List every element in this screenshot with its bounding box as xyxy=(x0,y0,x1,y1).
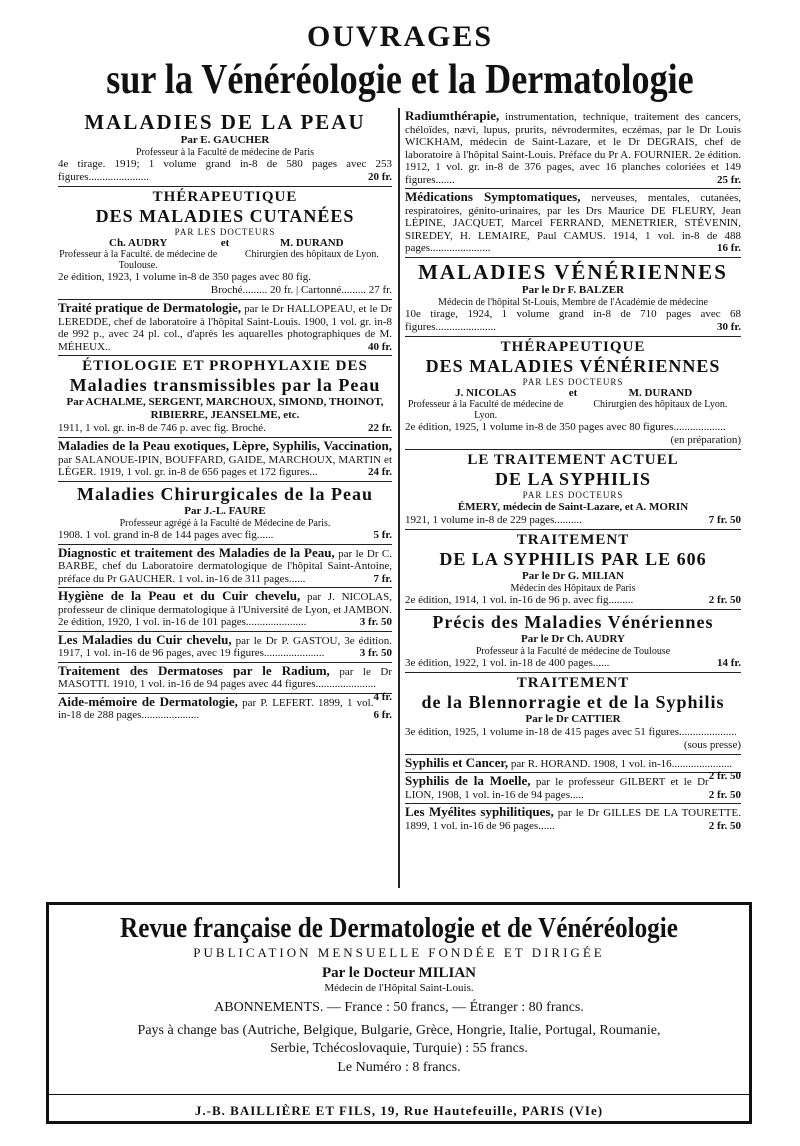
right-entry xyxy=(405,804,741,834)
entry-publication-2: Broché......... 20 fr. | Cartonné......... 27 fr. xyxy=(210,284,392,296)
left-entry xyxy=(58,187,392,300)
entry-affiliation: Professeur à la Faculté de médecine de Toulouse xyxy=(475,645,671,657)
publisher-footer: J.-B. BAILLIÈRE ET FILS, 19, Rue Hautefeuille, PARIS (VIe) xyxy=(194,1103,604,1118)
right-entry xyxy=(405,450,741,530)
entry-pub-text: 1911, 1 vol. gr. in-8 de 746 p. avec fig. Broché. xyxy=(58,422,266,434)
author-1-name: J. NICOLAS xyxy=(455,386,517,399)
entry-description: nerveuses, mentales, cutanées, respiratoires, génito-urinaires, par les Drs Maurice DE FLEURY, Jean LÉPINE, JACQUET, Marcel FERRAND, MENETRIER, STÉVENIN, SIREDEY, H. LEMAIRE, Paul CAMUS. 1914, 1 vol. in-8 de 488 pages...................... xyxy=(405,192,741,254)
entry-par: PAR LES DOCTEURS xyxy=(522,376,624,387)
entry-price: 40 fr. xyxy=(367,340,392,353)
and-word: et xyxy=(568,386,578,399)
left-entry xyxy=(58,356,392,438)
entry-title: Maladies de la Peau exotiques, Lèpre, Syphilis, Vaccination, xyxy=(58,438,392,453)
entry-title: MALADIES VÉNÉRIENNES xyxy=(418,259,728,284)
entry-title: Hygiène de la Peau et du Cuir chevelu, xyxy=(58,588,301,603)
entry-title-2: DE LA SYPHILIS PAR LE 606 xyxy=(439,548,707,569)
header-title: sur la Vénéréologie et la Dermatologie xyxy=(106,57,694,103)
entry-description: par SALANOUE-IPIN, BOUFFARD, GAIDE, MARCHOUX, MARTIN et LÉGER. 1919, 1 vol. gr. in-8 de 656 pages et 172 figures... xyxy=(58,453,392,478)
entry-description: par le Dr MASOTTI. 1910, 1 vol. in-16 de 94 pages avec 44 figures...................... xyxy=(58,665,392,690)
entry-text xyxy=(405,110,741,186)
entry-authors xyxy=(405,388,741,421)
entry-price: 2 fr. 50 xyxy=(708,788,741,801)
entry-affiliation: Professeur à la Faculté de médecine de Paris xyxy=(136,147,314,158)
author-2-aff: Chirurgien des hôpitaux de Lyon. xyxy=(593,398,728,410)
entry-title-1: THÉRAPEUTIQUE xyxy=(152,189,298,205)
left-entry xyxy=(58,632,392,663)
entry-title: Maladies Chirurgicales de la Peau xyxy=(77,483,373,504)
entry-price: 6 fr. xyxy=(373,709,392,721)
and xyxy=(218,238,231,271)
author-2 xyxy=(580,388,741,421)
entry-par: PAR LES DOCTEURS xyxy=(522,489,624,500)
column-divider xyxy=(398,108,400,888)
entry-author: Par le Dr Ch. AUDRY xyxy=(520,632,625,645)
entry-text xyxy=(58,590,392,629)
entry-title: Les Myélites syphilitiques, xyxy=(405,804,554,819)
entry-pub-text: 1921, 1 volume in-8 de 229 pages.......... xyxy=(405,513,582,526)
entry-price: 2 fr. 50 xyxy=(708,819,741,832)
entry-price: 3 fr. 50 xyxy=(359,647,392,659)
entry-author: Par le Dr CATTIER xyxy=(525,712,621,725)
entry-author: Par J.-L. FAURE xyxy=(184,504,266,517)
entry-author: Par le Dr F. BALZER xyxy=(521,283,625,296)
entry-description: par le Dr GILLES DE LA TOURETTE. 1899, 1 vol. in-16 de 96 pages...... xyxy=(405,807,741,832)
right-entry xyxy=(405,189,741,258)
entry-pub-text: 4e tirage. 1919; 1 volume grand in-8 de 580 pages avec 253 figures...................... xyxy=(58,158,392,183)
author-2 xyxy=(232,238,392,271)
author-2-name: M. DURAND xyxy=(628,386,693,399)
entry-publication xyxy=(405,594,741,607)
left-column xyxy=(58,108,392,724)
right-entry xyxy=(405,108,741,189)
entry-price: 16 fr. xyxy=(716,242,741,254)
entry-title: Traitement des Dermatoses par le Radium, xyxy=(58,662,330,678)
entry-publication xyxy=(405,514,741,527)
entry-text xyxy=(58,440,392,479)
entry-authors: Par ACHALME, SERGENT, MARCHOUX, SIMOND, THOINOT, RIBIERRE, JEANSELME, etc. xyxy=(66,396,384,421)
revue-title: Revue française de Dermatologie et de Vénéréologie xyxy=(120,913,678,944)
entry-price: 4 fr. xyxy=(373,690,392,703)
right-entry xyxy=(405,610,741,673)
entry-publication: 2e édition, 1925, 1 volume in-8 de 350 pages avec 80 figures................... xyxy=(405,420,726,433)
revue-issue-price: Le Numéro : 8 francs. xyxy=(337,1060,461,1075)
entry-title-1: TRAITEMENT xyxy=(516,531,630,548)
entry-authors: ÉMERY, médecin de Saint-Lazare, et A. MORIN xyxy=(457,500,689,513)
author-1 xyxy=(405,388,566,421)
entry-pub-text: 2e édition, 1914, 1 vol. in-16 de 96 p. avec fig......... xyxy=(405,593,634,606)
entry-text xyxy=(405,775,741,801)
author-1-aff: Professeur à la Faculté de médecine de Lyon. xyxy=(407,398,564,421)
entry-title-2: DE LA SYPHILIS xyxy=(494,468,652,489)
entry-publication: 3e édition, 1925, 1 volume in-18 de 415 pages avec 51 figures..................... xyxy=(405,725,737,738)
revue-box xyxy=(46,902,752,1124)
left-entry xyxy=(58,588,392,632)
revue-director: Par le Docteur MILIAN xyxy=(322,965,476,981)
entry-description: instrumentation, technique, traitement des cancers, chéloïdes, nævi, lupus, prurits, névrodermites, eczémas, par le Dr Louis WICKHAM, médecin de Saint-Lazare, et le Dr DEGRAIS, chef de laboratoire à l'hôpital Saint-Louis. Préface du Pr A. FOURNIER. 2e édition. 1912, 1 vol. gr. in-8 de 376 pages, avec 16 planches coloriées et 149 figures....... xyxy=(405,111,741,186)
entry-publication-2: (en préparation) xyxy=(670,433,741,446)
entry-author: Par le Dr G. MILIAN xyxy=(522,569,624,582)
entry-title-2: de la Blennorragie et de la Syphilis xyxy=(421,691,725,712)
author-1-name: Ch. AUDRY xyxy=(109,237,168,249)
left-entry xyxy=(58,300,392,356)
revue-director-affiliation: Médecin de l'Hôpital Saint-Louis. xyxy=(324,982,474,994)
entry-pub-text: 1908. 1 vol. grand in-8 de 144 pages avec fig...... xyxy=(58,528,274,541)
left-entry xyxy=(58,545,392,589)
entry-publication xyxy=(405,308,741,334)
entry-publication xyxy=(58,422,392,435)
entry-price: 5 fr. xyxy=(373,528,392,541)
entry-authors xyxy=(58,238,392,271)
right-entry xyxy=(405,337,741,450)
entry-price: 20 fr. xyxy=(367,171,392,183)
entry-title-1: LE TRAITEMENT ACTUEL xyxy=(467,451,679,468)
author-2-aff: Chirurgien des hôpitaux de Lyon. xyxy=(244,249,379,260)
entry-author: Par E. GAUCHER xyxy=(180,134,270,146)
entry-publication xyxy=(405,657,741,670)
right-column xyxy=(405,108,741,834)
entry-publication xyxy=(58,158,392,184)
and-word: et xyxy=(220,237,230,249)
entry-title: Aide-mémoire de Dermatologie, xyxy=(58,693,238,709)
entry-description: par P. LEFERT. 1899, 1 vol. in-18 de 288 pages..................... xyxy=(58,696,374,721)
left-entry xyxy=(58,482,392,545)
entry-title: Traité pratique de Dermatologie, xyxy=(58,300,242,315)
entry-affiliation: Médecin de l'hôpital St-Louis, Membre de l'Académie de médecine xyxy=(438,296,708,308)
author-1 xyxy=(58,238,218,271)
right-entry xyxy=(405,530,741,610)
entry-price: 7 fr. 50 xyxy=(708,513,741,526)
left-entry xyxy=(58,438,392,482)
entry-text xyxy=(405,191,741,255)
entry-text xyxy=(58,693,392,722)
left-entry xyxy=(58,694,392,724)
entry-title: Diagnostic et traitement des Maladies de la Peau, xyxy=(58,544,335,560)
entry-title-2: DES MALADIES CUTANÉES xyxy=(95,206,355,226)
entry-title: Radiumthérapie, xyxy=(405,108,500,123)
entry-title-2: Maladies transmissibles par la Peau xyxy=(69,375,381,395)
entry-price: 2 fr. 50 xyxy=(708,593,741,606)
right-entry xyxy=(405,773,741,804)
entry-price: 25 fr. xyxy=(716,173,741,186)
author-2-name: M. DURAND xyxy=(280,237,344,249)
entry-title: Précis des Maladies Vénériennes xyxy=(432,611,714,632)
entry-title-2: DES MALADIES VÉNÉRIENNES xyxy=(425,355,721,376)
left-entry xyxy=(58,108,392,187)
header-ouvrages: OUVRAGES xyxy=(306,20,494,53)
revue-countries-1: Pays à change bas (Autriche, Belgique, Bulgarie, Grèce, Hongrie, Italie, Portugal, Roumanie, xyxy=(137,1023,661,1038)
entry-pub-text: 3e édition, 1922, 1 vol. in-18 de 400 pages...... xyxy=(405,656,610,669)
revue-countries-2: Serbie, Tchécoslovaquie, Turquie) : 55 francs. xyxy=(270,1041,528,1056)
entry-affiliation: Médecin des Hôpitaux de Paris xyxy=(510,582,636,594)
right-entry xyxy=(405,258,741,337)
right-entry xyxy=(405,673,741,755)
entry-title-1: ÉTIOLOGIE ET PROPHYLAXIE DES xyxy=(82,358,368,374)
entry-description: par J. NICOLAS, professeur de clinique dermatologique à l'Université de Lyon, et JAMBON. 2e édition, 1920, 1 vol. in-16 de 101 pages...................... xyxy=(58,591,392,628)
entry-price: 24 fr. xyxy=(367,466,392,478)
revue-inner xyxy=(49,905,749,1095)
entry-price: 3 fr. 50 xyxy=(359,616,392,628)
entry-title: MALADIES DE LA PEAU xyxy=(84,110,366,134)
entry-publication: 2e édition, 1923, 1 volume in-8 de 350 pages avec 80 fig. xyxy=(58,271,311,283)
entry-title: Syphilis de la Moelle, xyxy=(405,773,531,788)
revue-publication: PUBLICATION MENSUELLE FONDÉE ET DIRIGÉE xyxy=(193,945,605,960)
revue-countries xyxy=(49,1022,749,1058)
entry-title-1: THÉRAPEUTIQUE xyxy=(500,338,646,355)
entry-text xyxy=(58,631,392,660)
entry-title-1: TRAITEMENT xyxy=(516,674,630,691)
entry-affiliation: Professeur agrégé à la Faculté de Médecine de Paris. xyxy=(119,517,331,529)
entry-description: par le Dr HALLOPEAU, et le Dr LEREDDE, chef de laboratoire à l'hôpital Saint-Louis. 1900, 1 vol. gr. in-8 de 992 p., avec 24 pl. col., d'après les aquarelles photographiques de M. MÉHEUX.. xyxy=(58,303,392,353)
entry-text xyxy=(58,302,392,353)
entry-price: 7 fr. xyxy=(373,572,392,585)
author-1-aff: Professeur à la Faculté. de médecine de Toulouse. xyxy=(59,249,218,271)
entry-price: 22 fr. xyxy=(367,422,392,434)
entry-par: PAR LES DOCTEURS xyxy=(174,227,276,237)
entry-text xyxy=(405,806,741,832)
entry-text xyxy=(58,544,393,586)
entry-description: par le Dr P. GASTOU, 3e édition. 1917, 1 vol. in-16 de 96 pages, avec 19 figures...................... xyxy=(58,634,392,659)
entry-publication xyxy=(58,529,392,542)
and xyxy=(566,388,579,421)
entry-description: par le Dr C. BARBE, chef du Laboratoire dermatologique de l'hôpital Saint-Antoine, préface du Pr GAUCHER. 1 vol. in-16 de 311 pages...... xyxy=(58,547,393,585)
entry-publication-2: (sous presse) xyxy=(683,738,741,751)
entry-description: par R. HORAND. 1908, 1 vol. in-16...................... xyxy=(508,757,733,770)
entry-title: Médications Symptomatiques, xyxy=(405,189,581,204)
entry-price: 14 fr. xyxy=(716,656,741,669)
entry-pub-text: 10e tirage, 1924, 1 volume grand in-8 de 710 pages avec 68 figures...................... xyxy=(405,307,741,333)
revue-subscriptions: ABONNEMENTS. — France : 50 francs, — Étranger : 80 francs. xyxy=(214,1000,584,1015)
entry-title: Les Maladies du Cuir chevelu, xyxy=(58,631,232,647)
entry-price: 2 fr. 50 xyxy=(708,770,741,782)
entry-description: par le professeur GILBERT et le Dr LION, 1908, 1 vol. in-16 de 94 pages..... xyxy=(405,776,709,801)
entry-title: Syphilis et Cancer, xyxy=(405,754,509,770)
entry-price: 30 fr. xyxy=(716,320,741,333)
